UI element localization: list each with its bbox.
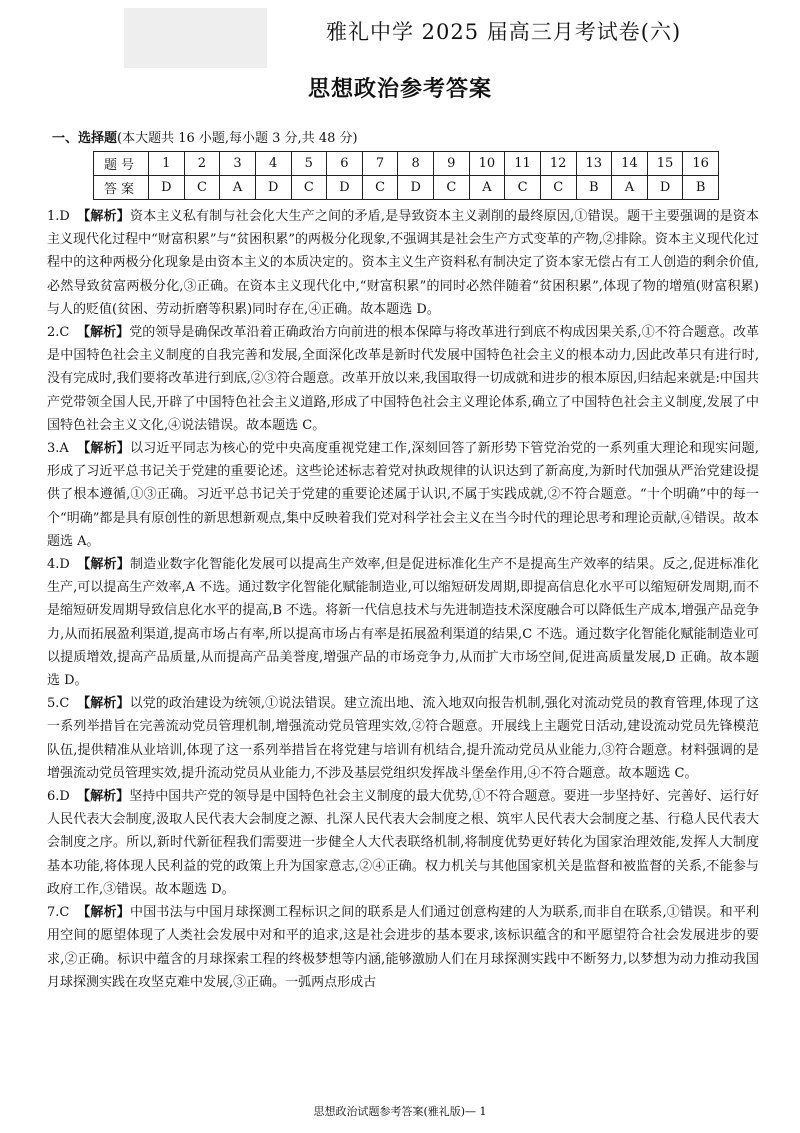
analysis-tag: 【解析】	[77, 789, 130, 805]
item-number: 1.D	[47, 209, 70, 224]
redacted-logo-area	[124, 8, 267, 68]
question-number-cell: 1	[149, 152, 185, 176]
item-number: 5.C	[47, 696, 70, 712]
section-heading	[52, 127, 358, 146]
answer-cell: D	[149, 176, 185, 200]
item-text: 资本主义私有制与社会化大生产之间的矛盾,是导致资本主义剥削的最终原因,①错误。题干主要强调的是资本主义现代化过程中“财富积累”与“贫困积累”的两极分化现象,不强调其是社会生产方式变革的产物,②排除。资本主义现代化过程中的这种两极分化现象是由资本主义的本质决定的。资本主义生产资料私有制决定了资本家无偿占有工人创造的剩余价值,必然导致贫富两极分化,③正确。在资本主义现代化中,“财富积累”的同时必然伴随着“贫困积累”,体现了物的增殖(财富积累)与人的贬值(贫困、劳动折磨等积累)同时存在,④正确。故本题选 D。	[47, 209, 759, 317]
question-number-cell: 15	[647, 152, 683, 176]
answer-cell: C	[362, 176, 398, 200]
page-title: 思想政治参考答案	[307, 77, 492, 102]
analysis-item-2	[47, 321, 759, 437]
question-number-cell: 10	[469, 152, 505, 176]
answer-cell: D	[398, 176, 434, 200]
answer-cell: C	[291, 176, 327, 200]
answer-cell: C	[540, 176, 576, 200]
item-text: 以党的政治建设为统领,①说法错误。建立流出地、流入地双向报告机制,强化对流动党员的教育管理,体现了这一系列举措旨在完善流动党员管理机制,增强流动党员管理实效,②符合题意。开展线上主题党日活动,建设流动党员先锋模范队伍,提供精准从业培训,体现了这一系列举措旨在将党建与培训有机结合,提升流动党员从业能力,③符合题意。材料强调的是增强流动党员管理实效,提升流动党员从业能力,不涉及基层党组织发挥战斗堡垒作用,④不符合题意。故本题选 C。	[47, 696, 759, 781]
analysis-item-6	[47, 785, 759, 901]
item-text: 党的领导是确保改革沿着正确政治方向前进的根本保障与将改革进行到底不构成因果关系,①不符合题意。改革是中国特色社会主义制度的自我完善和发展,全面深化改革是新时代发展中国特色社会主义的根本动力,因此改革只有进行时,没有完成时,我们要将改革进行到底,②③符合题意。改革开放以来,我国取得一切成就和进步的根本原因,归结起来就是:中国共产党带领全国人民,开辟了中国特色社会主义道路,形成了中国特色社会主义理论体系,确立了中国特色社会主义制度,发展了中国特色社会主义文化,④说法错误。故本题选 C。	[47, 325, 759, 433]
analysis-tag: 【解析】	[77, 557, 131, 573]
question-number-cell: 9	[434, 152, 470, 176]
item-number: 4.D	[47, 557, 70, 573]
analysis-body	[47, 205, 759, 994]
analysis-tag: 【解析】	[77, 209, 131, 224]
question-number-cell: 11	[505, 152, 541, 176]
item-number: 6.D	[47, 789, 70, 805]
section-title: 一、选择题	[52, 131, 118, 146]
page-footer: 思想政治试题参考答案(雅礼版)— 1	[313, 1105, 487, 1118]
answer-table	[93, 151, 719, 200]
answer-cell: D	[327, 176, 363, 200]
answer-table-row-numbers	[94, 152, 719, 176]
analysis-item-1	[47, 205, 759, 321]
item-number: 2.C	[47, 325, 70, 341]
question-number-cell: 8	[398, 152, 434, 176]
item-text: 制造业数字化智能化发展可以提高生产效率,但是促进标准化生产不是提高生产效率的结果。反之,促进标准化生产,可以提高生产效率,A 不选。通过数字化智能化赋能制造业,可以缩短研发周期,即提高信息化水平可以缩短研发周期,而不是缩短研发周期导致信息化水平的提高,B 不选。将新一代信息技术与先进制造技术深度融合可以降低生产成本,增强产品竞争力,从而拓展盈利渠道,提高市场占有率,所以提高市场占有率是拓展盈利渠道的结果,C 不选。通过数字化智能化赋能制造业可以提质增效,提高产品质量,从而提高产品美誉度,增强产品的市场竞争力,从而扩大市场空间,促进高质量发展,D 正确。故本题选 D。	[47, 557, 759, 689]
answer-cell: D	[255, 176, 291, 200]
analysis-item-5	[47, 692, 759, 785]
item-number: 3.A	[47, 441, 69, 457]
analysis-item-4	[47, 553, 759, 692]
question-number-cell: 7	[362, 152, 398, 176]
answer-table-row-answers	[94, 176, 719, 200]
analysis-tag: 【解析】	[77, 325, 130, 341]
answer-cell: A	[220, 176, 256, 200]
section-note: (本大题共 16 小题,每小题 3 分,共 48 分)	[117, 131, 358, 146]
analysis-item-3	[47, 437, 759, 553]
question-number-cell: 13	[576, 152, 612, 176]
answer-cell: B	[683, 176, 719, 200]
question-number-cell: 2	[184, 152, 220, 176]
row-label-number: 题号	[94, 152, 149, 176]
item-number: 7.C	[47, 905, 70, 921]
analysis-tag: 【解析】	[77, 441, 131, 457]
row-label-answer: 答案	[94, 176, 149, 200]
analysis-tag: 【解析】	[77, 696, 130, 712]
answer-cell: C	[184, 176, 220, 200]
question-number-cell: 12	[540, 152, 576, 176]
item-text: 中国书法与中国月球探测工程标识之间的联系是人们通过创意构建的人为联系,而非自在联系,①错误。和平利用空间的愿望体现了人类社会发展中对和平的追求,这是社会进步的基本要求,该标识蕴含的和平愿望符合社会发展进步的要求,②正确。标识中蕴含的月球探索工程的终极梦想等内涵,能够激励人们在月球探测实践中不断努力,以梦想为动力推动我国月球探测实践在攻坚克难中发展,③正确。一弧两点形成古	[47, 905, 759, 990]
question-number-cell: 5	[291, 152, 327, 176]
item-text: 坚持中国共产党的领导是中国特色社会主义制度的最大优势,①不符合题意。要进一步坚持好、完善好、运行好人民代表大会制度,汲取人民代表大会制度之源、扎深人民代表大会制度之根、筑牢人民代表大会制度之基、行稳人民代表大会制度之序。所以,新时代新征程我们需要进一步健全人大代表联络机制,将制度优势更好转化为国家治理效能,发挥人大制度基本功能,将体现人民利益的党的政策上升为国家意志,②④正确。权力机关与其他国家机关是监督和被监督的关系,不能参与政府工作,③错误。故本题选 D。	[47, 789, 759, 897]
question-number-cell: 16	[683, 152, 719, 176]
answer-cell: A	[612, 176, 648, 200]
question-number-cell: 4	[255, 152, 291, 176]
answer-cell: A	[469, 176, 505, 200]
answer-cell: C	[505, 176, 541, 200]
question-number-cell: 6	[327, 152, 363, 176]
answer-cell: D	[647, 176, 683, 200]
item-text: 以习近平同志为核心的党中央高度重视党建工作,深刻回答了新形势下管党治党的一系列重大理论和现实问题,形成了习近平总书记关于党建的重要论述。这些论述标志着党对执政规律的认识达到了新高度,为新时代加强从严治党建设提供了根本遵循,①③正确。习近平总书记关于党建的重要论述属于认识,不属于实践成就,②不符合题意。“十个明确”中的每一个“明确”都是具有原创性的新思想新观点,集中反映着我们党对科学社会主义在当今时代的理论思考和理论贡献,④错误。故本题选 A。	[47, 441, 759, 549]
question-number-cell: 3	[220, 152, 256, 176]
exam-title: 雅礼中学 2025 届高三月考试卷(六)	[326, 20, 682, 44]
answer-cell: C	[434, 176, 470, 200]
analysis-item-7	[47, 901, 759, 994]
answer-cell: B	[576, 176, 612, 200]
analysis-tag: 【解析】	[77, 905, 131, 921]
question-number-cell: 14	[612, 152, 648, 176]
